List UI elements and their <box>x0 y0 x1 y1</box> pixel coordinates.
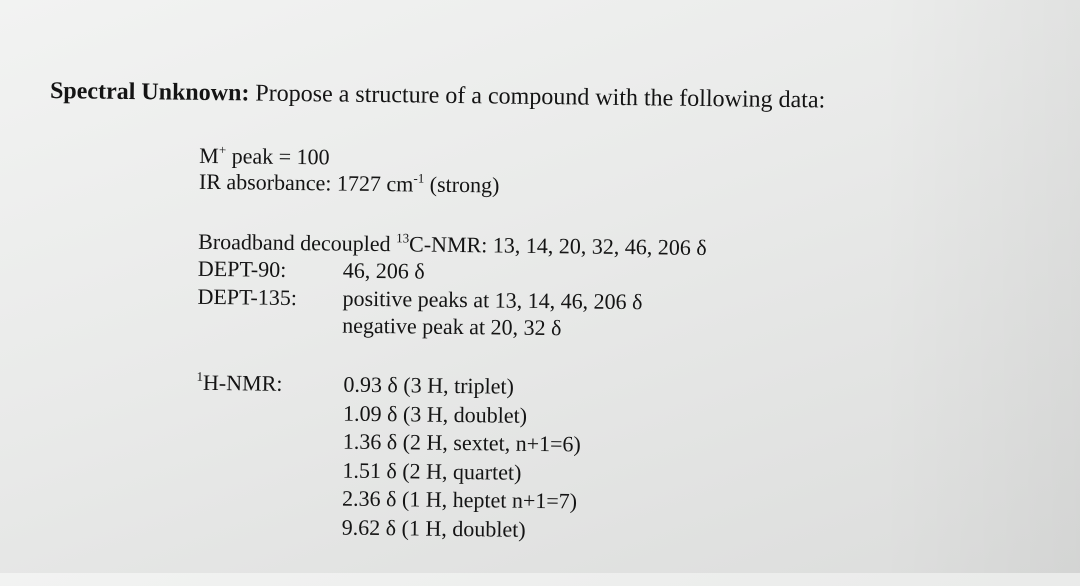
hnmr-peak: 9.62 δ (1 H, doublet) <box>341 514 526 542</box>
dept135-negative: negative peak at 20, 32 δ <box>342 312 562 341</box>
c13-values: C-NMR: 13, 14, 20, 32, 46, 206 δ <box>408 231 707 261</box>
c13-prefix: Broadband decoupled <box>198 228 397 257</box>
hnmr-peak: 1.09 δ (3 H, doublet) <box>342 400 528 428</box>
problem-heading <box>50 78 826 114</box>
hnmr-label-text: H-NMR: <box>202 369 283 396</box>
c13-sup: 13 <box>396 229 410 246</box>
mass-value: peak = 100 <box>226 143 330 170</box>
dept135-positive: positive peaks at 13, 14, 46, 206 δ <box>342 285 643 315</box>
ir-line <box>199 168 500 199</box>
ir-strength: (strong) <box>424 171 500 198</box>
hnmr-peak: 1.51 δ (2 H, quartet) <box>342 457 522 485</box>
hnmr-peak: 1.36 δ (2 H, sextet, n+1=6) <box>342 428 581 457</box>
hnmr-peak: 0.93 δ (3 H, triplet) <box>343 371 515 399</box>
dept135-label: DEPT-135: <box>197 283 298 311</box>
mass-m: M <box>199 142 219 169</box>
hnmr-peak-list <box>342 371 582 545</box>
hnmr-label <box>196 369 282 397</box>
dept90-value: 46, 206 δ <box>342 257 425 284</box>
dept90-label: DEPT-90: <box>197 255 287 282</box>
mass-spec-line <box>199 142 330 171</box>
ir-text: IR absorbance: 1727 cm <box>198 168 414 197</box>
ir-sup: -1 <box>413 170 425 186</box>
hnmr-sup: 1 <box>196 368 204 384</box>
mass-sup: + <box>218 141 227 157</box>
hnmr-peak: 2.36 δ (1 H, heptet n+1=7) <box>341 485 578 514</box>
heading-text: Propose a structure of a compound with the following data: <box>249 80 826 114</box>
heading-bold: Spectral Unknown: <box>49 78 250 107</box>
